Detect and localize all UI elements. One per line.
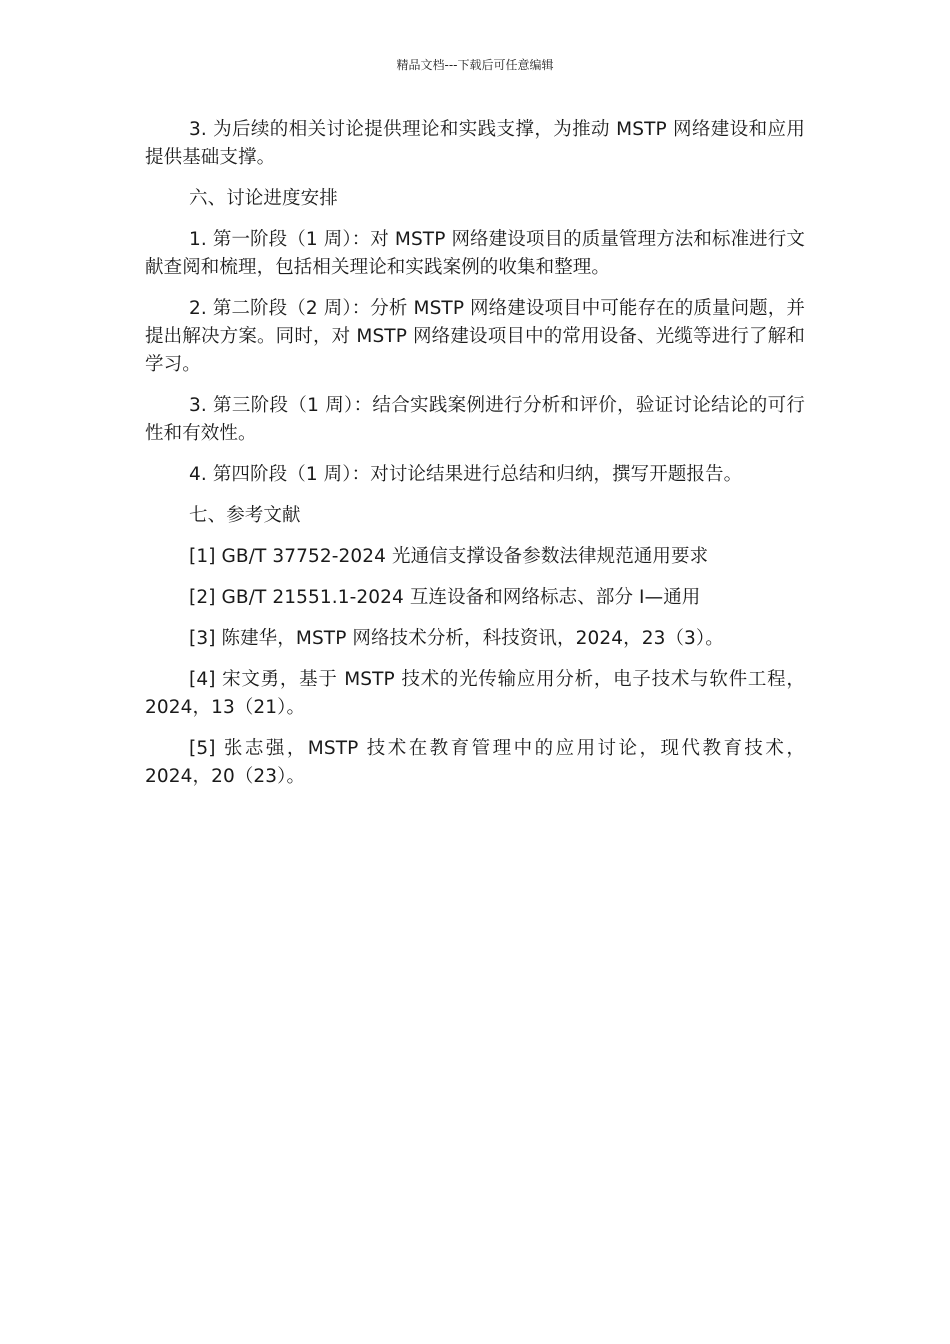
section-heading-references: 七、参考文献 — [189, 505, 301, 526]
schedule-stage-2: 2. 第二阶段（2 周）：分析 MSTP 网络建设项目中可能存在的质量问题，并提出解决方案。同时，对 MSTP 网络建设项目中的常用设备、光缆等进行了解和学习。 — [145, 298, 805, 375]
reference-2: [2] GB/T 21551.1-2024 互连设备和网络标志、部分 I—通用 — [189, 587, 701, 608]
section-heading-schedule: 六、讨论进度安排 — [189, 188, 338, 209]
reference-1: [1] GB/T 37752-2024 光通信支撑设备参数法律规范通用要求 — [189, 546, 709, 567]
schedule-stage-1: 1. 第一阶段（1 周）：对 MSTP 网络建设项目的质量管理方法和标准进行文献查阅和梳理，包括相关理论和实践案例的收集和整理。 — [145, 229, 805, 278]
reference-3: [3] 陈建华，MSTP 网络技术分析，科技资讯，2024，23（3）。 — [189, 628, 724, 649]
paragraph-goal-3: 3. 为后续的相关讨论提供理论和实践支撑，为推动 MSTP 网络建设和应用提供基础支撑。 — [145, 119, 805, 168]
schedule-stage-4: 4. 第四阶段（1 周）：对讨论结果进行总结和归纳，撰写开题报告。 — [189, 464, 743, 485]
reference-4: [4] 宋文勇，基于 MSTP 技术的光传输应用分析，电子技术与软件工程，2024，13（21）。 — [145, 669, 805, 718]
page-header: 精品文档---下载后可任意编辑 — [396, 58, 554, 72]
reference-5: [5] 张志强，MSTP 技术在教育管理中的应用讨论，现代教育技术，2024，20（23）。 — [145, 738, 805, 787]
schedule-stage-3: 3. 第三阶段（1 周）：结合实践案例进行分析和评价，验证讨论结论的可行性和有效性。 — [145, 395, 805, 444]
document-body — [145, 116, 805, 804]
